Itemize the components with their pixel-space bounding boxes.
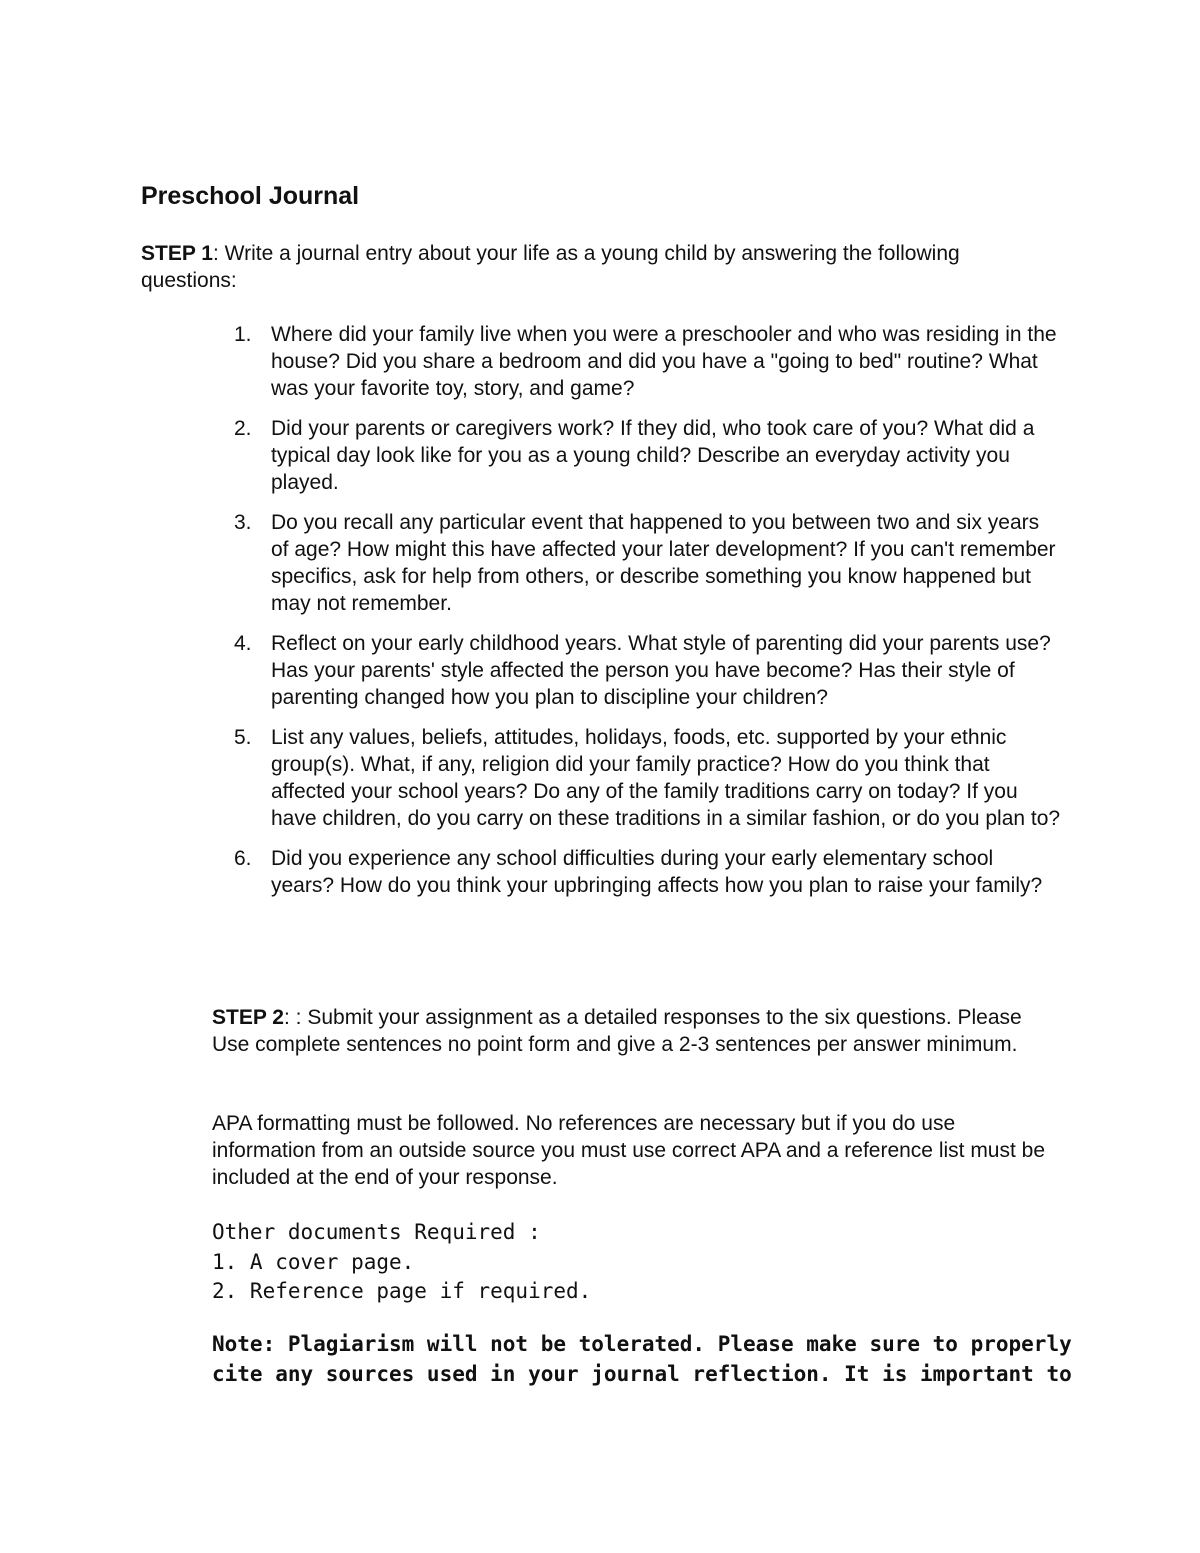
document-title: Preschool Journal — [141, 182, 360, 210]
question-number: 5. — [234, 726, 252, 749]
question-item-1 — [0, 321, 1061, 402]
question-item-3 — [0, 509, 1061, 617]
question-text: Do you recall any particular event that happened to you between two and six years of age? How might this have affected your later development? If you can't remember specifics, ask for help from others, or describe something you know happened but may not remember. — [271, 511, 1056, 615]
step-2-paragraph — [212, 1004, 1062, 1058]
step-2-label: STEP 2 — [212, 1006, 284, 1029]
other-documents-item: 2. Reference page if required. — [212, 1279, 592, 1303]
other-documents-section — [212, 1218, 1072, 1307]
question-text: Did your parents or caregivers work? If they did, who took care of you? What did a typical day look like for you as a young child? Describe an everyday activity you played. — [271, 417, 1035, 494]
step-1-label: STEP 1 — [141, 242, 213, 265]
step-2-text: : : Submit your assignment as a detailed responses to the six questions. Please Use complete sentences no point form and give a 2-3 sentences per answer minimum. — [212, 1006, 1022, 1056]
step-1-text: : Write a journal entry about your life as a young child by answering the following questions: — [141, 242, 960, 292]
question-text: Did you experience any school difficulties during your early elementary school years? How do you think your upbringing affects how you plan to raise your family? — [271, 847, 1043, 897]
step-1-paragraph — [141, 240, 1001, 294]
question-number: 2. — [234, 417, 252, 440]
question-number: 1. — [234, 323, 252, 346]
questions-list — [0, 321, 1200, 912]
question-number: 4. — [234, 632, 252, 655]
question-item-5 — [0, 724, 1061, 832]
question-number: 3. — [234, 511, 252, 534]
other-documents-heading: Other documents Required : — [212, 1220, 541, 1244]
other-documents-item: 1. A cover page. — [212, 1249, 415, 1274]
question-item-6 — [0, 845, 1061, 899]
question-text: List any values, beliefs, attitudes, holidays, foods, etc. supported by your ethnic group(s). What, if any, religion did your family practice? How do you think that affected your school years? Do any of the family traditions carry on today? If you have children, do you carry on these traditions in a similar fashion, or do you plan to? — [271, 726, 1061, 830]
question-item-4 — [0, 630, 1061, 711]
question-item-2 — [0, 415, 1061, 496]
apa-paragraph: APA formatting must be followed. No references are necessary but if you do use information from an outside source you must use correct APA and a reference list must be included at the end of your response. — [212, 1112, 1046, 1189]
question-number: 6. — [234, 847, 252, 870]
question-text: Where did your family live when you were a preschooler and who was residing in the house? Did you share a bedroom and did you have a "going to bed" routine? What was your favorite toy, story, and game? — [271, 323, 1057, 400]
question-text: Reflect on your early childhood years. What style of parenting did your parents use? Has your parents' style affected the person you have become? Has their style of parenting changed how you plan to discipline your children? — [271, 632, 1051, 709]
plagiarism-note: Note: Plagiarism will not be tolerated. Please make sure to properly cite any sources used in your journal reflection. It is important to — [212, 1332, 1072, 1386]
